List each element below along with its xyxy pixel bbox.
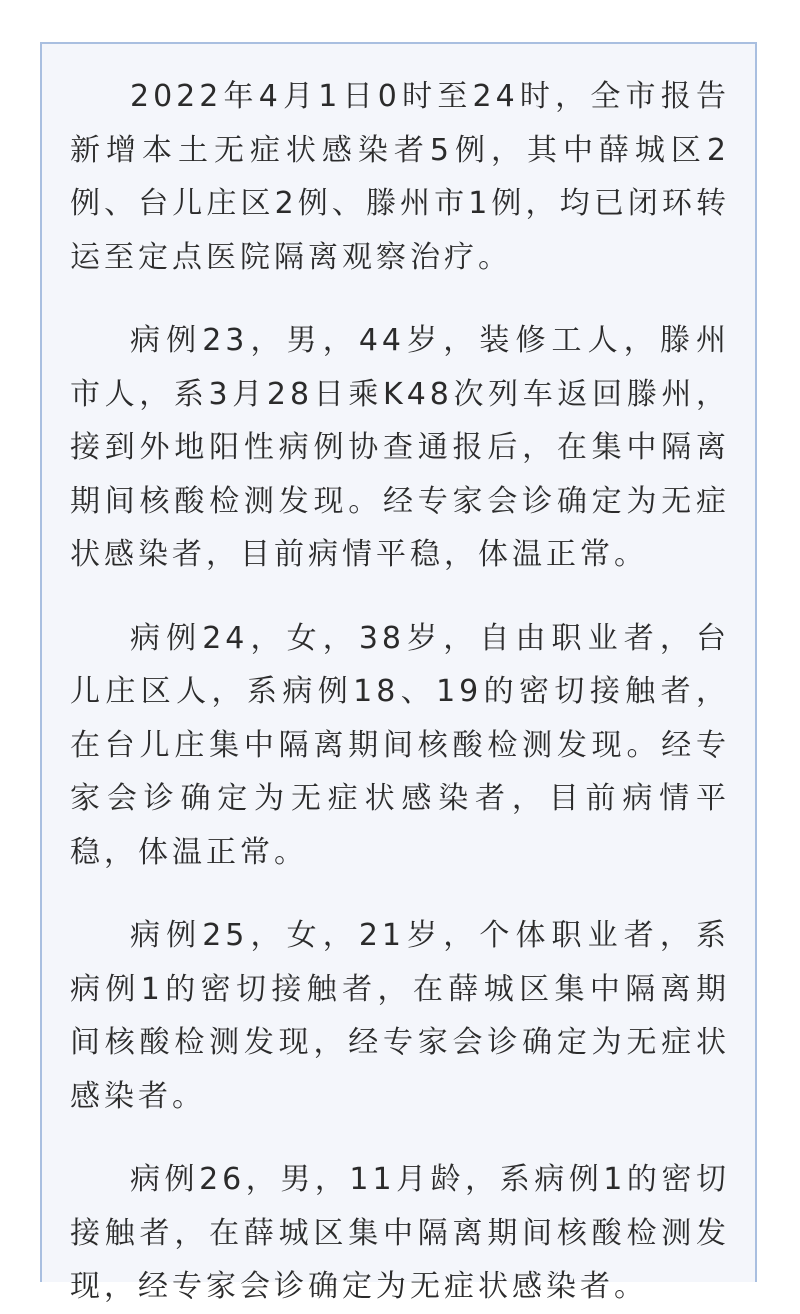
article-panel — [40, 42, 757, 1304]
paragraph-case-24: 病例24，女，38岁，自由职业者，台儿庄区人，系病例18、19的密切接触者，在台儿庄集中隔离期间核酸检测发现。经专家会诊确定为无症状感染者，目前病情平稳，体温正常。 — [70, 620, 730, 870]
paragraph-case-26: 病例26，男，11月龄，系病例1的密切接触者，在薛城区集中隔离期间核酸检测发现，经专家会诊确定为无症状感染者。 — [70, 1162, 730, 1304]
paragraph-summary: 2022年4月1日0时至24时，全市报告新增本土无症状感染者5例，其中薛城区2例、台儿庄区2例、滕州市1例，均已闭环转运至定点医院隔离观察治疗。 — [70, 79, 730, 275]
article-body — [70, 70, 730, 1314]
paragraph-case-25: 病例25，女，21岁，个体职业者，系病例1的密切接触者，在薛城区集中隔离期间核酸检测发现，经专家会诊确定为无症状感染者。 — [70, 918, 730, 1114]
paragraph-case-23: 病例23，男，44岁，装修工人，滕州市人，系3月28日乘K48次列车返回滕州，接到外地阳性病例协查通报后，在集中隔离期间核酸检测发现。经专家会诊确定为无症状感染者，目前病情平稳，体温正常。 — [70, 323, 730, 572]
